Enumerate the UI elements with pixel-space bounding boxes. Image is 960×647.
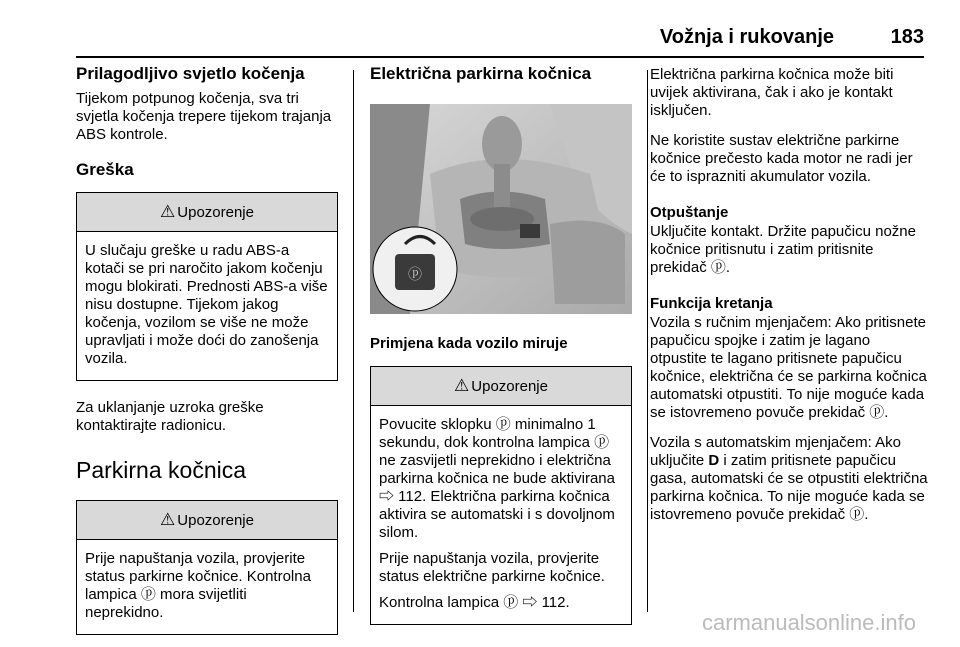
heading-electric-parking-brake: Električna parkirna kočnica [370, 64, 592, 83]
column-1 [76, 64, 338, 647]
warning-title: Upozorenje [471, 377, 548, 395]
page-header [76, 22, 924, 58]
text-part: Vozila s automatskim mjenjačem: Ako uključite [650, 434, 901, 469]
paragraph-drive-manual: Vozila s ručnim mjenjačem: Ako pritisnete papučicu spojke i zatim je lagano otpustite te lagano pritisnete papučicu kočnice, električna će se parkirna kočnica automatski otpustiti. To nije moguće kada se istovremeno povuče prekidač ⓟ. [650, 314, 927, 421]
paragraph-release: Uključite kontakt. Držite papučicu nožne kočnice pritisnutu i zatim pritisnite prekidač ⓟ. [650, 223, 916, 276]
heading-drive-away: Funkcija kretanja [650, 295, 773, 312]
warning-header [77, 193, 337, 232]
column-divider [647, 70, 648, 612]
paragraph-epb-always: Električna parkirna kočnica može biti uvijek aktivirana, čak i ako je kontakt isključen. [650, 66, 894, 119]
warning-text-3: Kontrolna lampica ⓟ ⇨ 112. [379, 594, 570, 611]
watermark: carmanualsonline.info [701, 610, 916, 635]
heading-release: Otpuštanje [650, 204, 729, 221]
warning-header [77, 501, 337, 540]
paragraph-drive-automatic [650, 434, 930, 524]
paragraph-fault: Za uklanjanje uzroka greške kontaktirajte radionicu. [76, 399, 264, 434]
warning-box-epb [370, 366, 632, 625]
heading-fault: Greška [76, 160, 134, 179]
paragraph-epb-battery: Ne koristite sustav električne parkirne kočnice prečesto kada motor ne radi jer će to isprazniti akumulator vozila. [650, 132, 913, 185]
column-2 [370, 64, 632, 637]
warning-box-parking-brake [76, 500, 338, 635]
warning-icon: ⚠ [454, 376, 470, 395]
gear-d-label: D [708, 452, 720, 469]
warning-icon: ⚠ [160, 510, 176, 529]
column-3 [650, 64, 930, 536]
warning-title: Upozorenje [177, 511, 254, 529]
paragraph-adaptive-brake-light: Tijekom potpunog kočenja, sva tri svjetla kočenja trepere tijekom trajanja ABS kontrole. [76, 90, 332, 143]
parking-brake-switch-photo [370, 104, 632, 314]
warning-box-abs [76, 192, 338, 381]
heading-adaptive-brake-light: Prilagodljivo svjetlo kočenja [76, 64, 305, 83]
warning-title: Upozorenje [177, 203, 254, 221]
heading-apply-when-stationary: Primjena kada vozilo miruje [370, 335, 568, 352]
warning-icon: ⚠ [160, 202, 176, 221]
column-divider [353, 70, 354, 612]
warning-text: Prije napuštanja vozila, provjerite status parkirne kočnice. Kontrolna lampica ⓟ mora svijetliti neprekidno. [85, 550, 311, 621]
warning-text-1: Povucite sklopku ⓟ minimalno 1 sekundu, dok kontrolna lampica ⓟ ne zasvijetli neprekidno i električna parkirna kočnica ne bude aktivirana ⇨ 112. Električna parkirna kočnica aktivira se automatski i s dovoljnom silom. [379, 416, 615, 541]
section-title: Vožnja i rukovanje [659, 26, 834, 48]
text-part: i zatim pritisnete papučicu gasa, automatski će se otpustiti električna parkirna kočnica. To nije moguće kada se istovremeno povuče prekidač ⓟ. [650, 452, 928, 523]
warning-text-2: Prije napuštanja vozila, provjerite status električne parkirne kočnice. [379, 550, 605, 585]
warning-text: U slučaju greške u radu ABS-a kotači se pri naročito jakom kočenju mogu blokirati. Prednosti ABS-a više nisu dostupne. Tijekom jakog kočenja, vozilom se više ne može upravljati i može doći do zanošenja vozila. [85, 242, 328, 367]
heading-parking-brake: Parkirna kočnica [76, 457, 247, 483]
warning-header [371, 367, 631, 406]
svg-text:ⓟ: ⓟ [408, 267, 422, 283]
page-number: 183 [890, 26, 924, 48]
